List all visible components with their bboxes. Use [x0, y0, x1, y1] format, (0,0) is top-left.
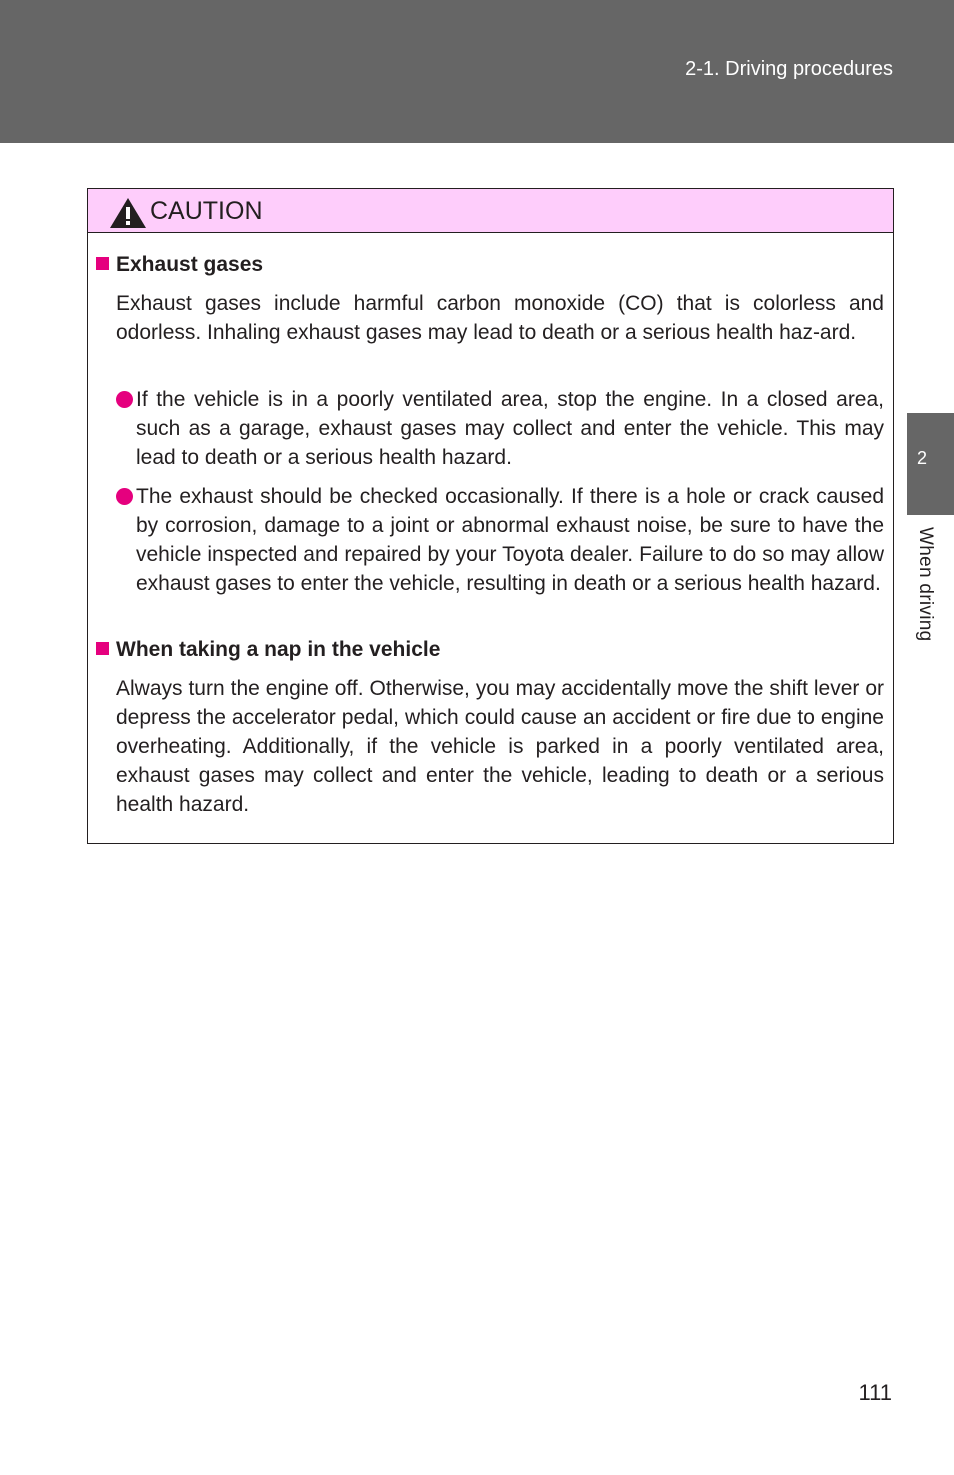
caution-title: CAUTION	[150, 197, 263, 225]
chapter-number: 2	[916, 448, 927, 468]
list-item-text: The exhaust should be checked occasionally. If there is a hole or crack caused by corrosion, damage to a joint or abnormal exhaust noise, be sure to have the vehicle inspected and repaired by your Toyota dealer. Failure to do so may allow exhaust gases to enter the vehicle, resulting in death or a serious health hazard.	[136, 485, 884, 595]
warning-triangle-icon	[109, 197, 147, 229]
section-heading	[96, 253, 263, 277]
chapter-tab	[907, 413, 954, 515]
circle-bullet-icon	[116, 488, 133, 505]
square-bullet-icon	[96, 257, 109, 270]
section-heading-text: Exhaust gases	[116, 253, 264, 276]
circle-bullet-icon	[116, 391, 133, 408]
page-number: 111	[858, 1380, 892, 1405]
square-bullet-icon	[96, 642, 109, 655]
header-band	[0, 0, 954, 143]
chapter-label: When driving	[915, 527, 936, 642]
list-item-text: If the vehicle is in a poorly ventilated area, stop the engine. In a closed area, such as a garage, exhaust gases may collect and enter the vehicle. This may lead to death or a serious health hazard.	[136, 388, 884, 469]
section-heading-text: When taking a nap in the vehicle	[116, 638, 441, 661]
paragraph: Exhaust gases include harmful carbon monoxide (CO) that is colorless and odorless. Inhaling exhaust gases may lead to death or a serious health haz-ard.	[116, 292, 884, 344]
section-heading	[96, 638, 440, 662]
paragraph: Always turn the engine off. Otherwise, you may accidentally move the shift lever or depress the accelerator pedal, which could cause an accident or fire due to engine overheating. Additionally, if the vehicle is parked in a poorly ventilated area, exhaust gases may collect and enter the vehicle, leading to death or a serious health hazard.	[116, 677, 884, 816]
section-title: 2-1. Driving procedures	[685, 58, 893, 80]
caution-box	[87, 188, 894, 844]
caution-header	[88, 189, 893, 233]
